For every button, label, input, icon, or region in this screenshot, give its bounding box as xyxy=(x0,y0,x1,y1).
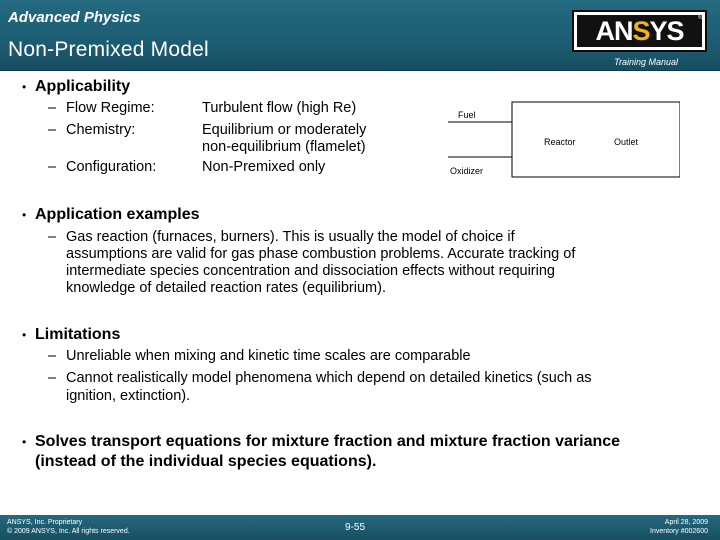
applicability-heading: • Applicability xyxy=(22,78,131,95)
solves-line-1: • Solves transport equations for mixture fraction and mixture fraction variance xyxy=(22,433,621,450)
footer-right xyxy=(650,518,708,536)
footer-copyright: © 2009 ANSYS, Inc. All rights reserved. xyxy=(7,528,130,535)
dash-icon: – xyxy=(48,122,57,138)
training-manual-label: Training Manual xyxy=(614,57,678,67)
slide-title: Non-Premixed Model xyxy=(8,38,209,61)
examples-line-4: knowledge of detailed reaction rates (equilibrium). xyxy=(66,280,386,296)
reactor-diagram xyxy=(440,95,680,185)
page-number: 9-55 xyxy=(345,522,366,533)
logo-wordmark: ANSYS xyxy=(595,15,684,46)
examples-line-1: – Gas reaction (furnaces, burners). This is usually the model of choice if xyxy=(48,229,515,245)
applicability-value-chemistry: Equilibrium or moderately xyxy=(202,122,367,138)
solves-line-2: (instead of the individual species equations). xyxy=(35,453,377,470)
applicability-value-configuration: Non-Premixed only xyxy=(202,159,326,175)
footer-inventory: Inventory #002600 xyxy=(650,528,708,535)
footer-bar xyxy=(0,515,720,540)
course-title: Advanced Physics xyxy=(8,9,141,26)
dash-icon: – xyxy=(48,370,57,386)
bullet-icon: • xyxy=(22,80,27,94)
applicability-value-flow: Turbulent flow (high Re) xyxy=(202,100,357,116)
applicability-value-chemistry-cont: non-equilibrium (flamelet) xyxy=(202,139,366,155)
bullet-icon: • xyxy=(22,328,27,342)
footer-date: April 28, 2009 xyxy=(664,519,708,526)
dash-icon: – xyxy=(48,159,57,175)
examples-line-2: assumptions are valid for gas phase combustion problems. Accurate tracking of xyxy=(66,246,576,262)
footer-proprietary: ANSYS, Inc. Proprietary xyxy=(7,519,83,526)
limitations-item-1: – Unreliable when mixing and kinetic time scales are comparable xyxy=(48,348,471,364)
reactor-box xyxy=(512,102,680,177)
fuel-label: Fuel xyxy=(458,110,476,120)
dash-icon: – xyxy=(48,100,57,116)
header-divider xyxy=(0,70,720,71)
applicability-label-flow: – Flow Regime: xyxy=(48,100,155,116)
ansys-logo xyxy=(572,10,707,52)
reactor-label: Reactor xyxy=(544,137,576,147)
bullet-icon: • xyxy=(22,435,27,449)
examples-heading: • Application examples xyxy=(22,206,200,223)
outlet-label: Outlet xyxy=(614,137,639,147)
limitations-heading: • Limitations xyxy=(22,326,121,343)
limitations-item-2: – Cannot realistically model phenomena which depend on detailed kinetics (such as xyxy=(48,370,592,386)
dash-icon: – xyxy=(48,229,57,245)
examples-line-3: intermediate species concentration and dissociation effects without requiring xyxy=(66,263,555,279)
dash-icon: – xyxy=(48,348,57,364)
applicability-label-configuration: – Configuration: xyxy=(48,159,157,175)
logo-inner xyxy=(577,15,702,47)
bullet-icon: • xyxy=(22,208,27,222)
oxidizer-label: Oxidizer xyxy=(450,166,484,176)
footer-left xyxy=(7,518,130,536)
limitations-item-2-cont: ignition, extinction). xyxy=(66,388,191,404)
applicability-label-chemistry: – Chemistry: xyxy=(48,122,136,138)
registered-mark: ® xyxy=(697,14,703,21)
